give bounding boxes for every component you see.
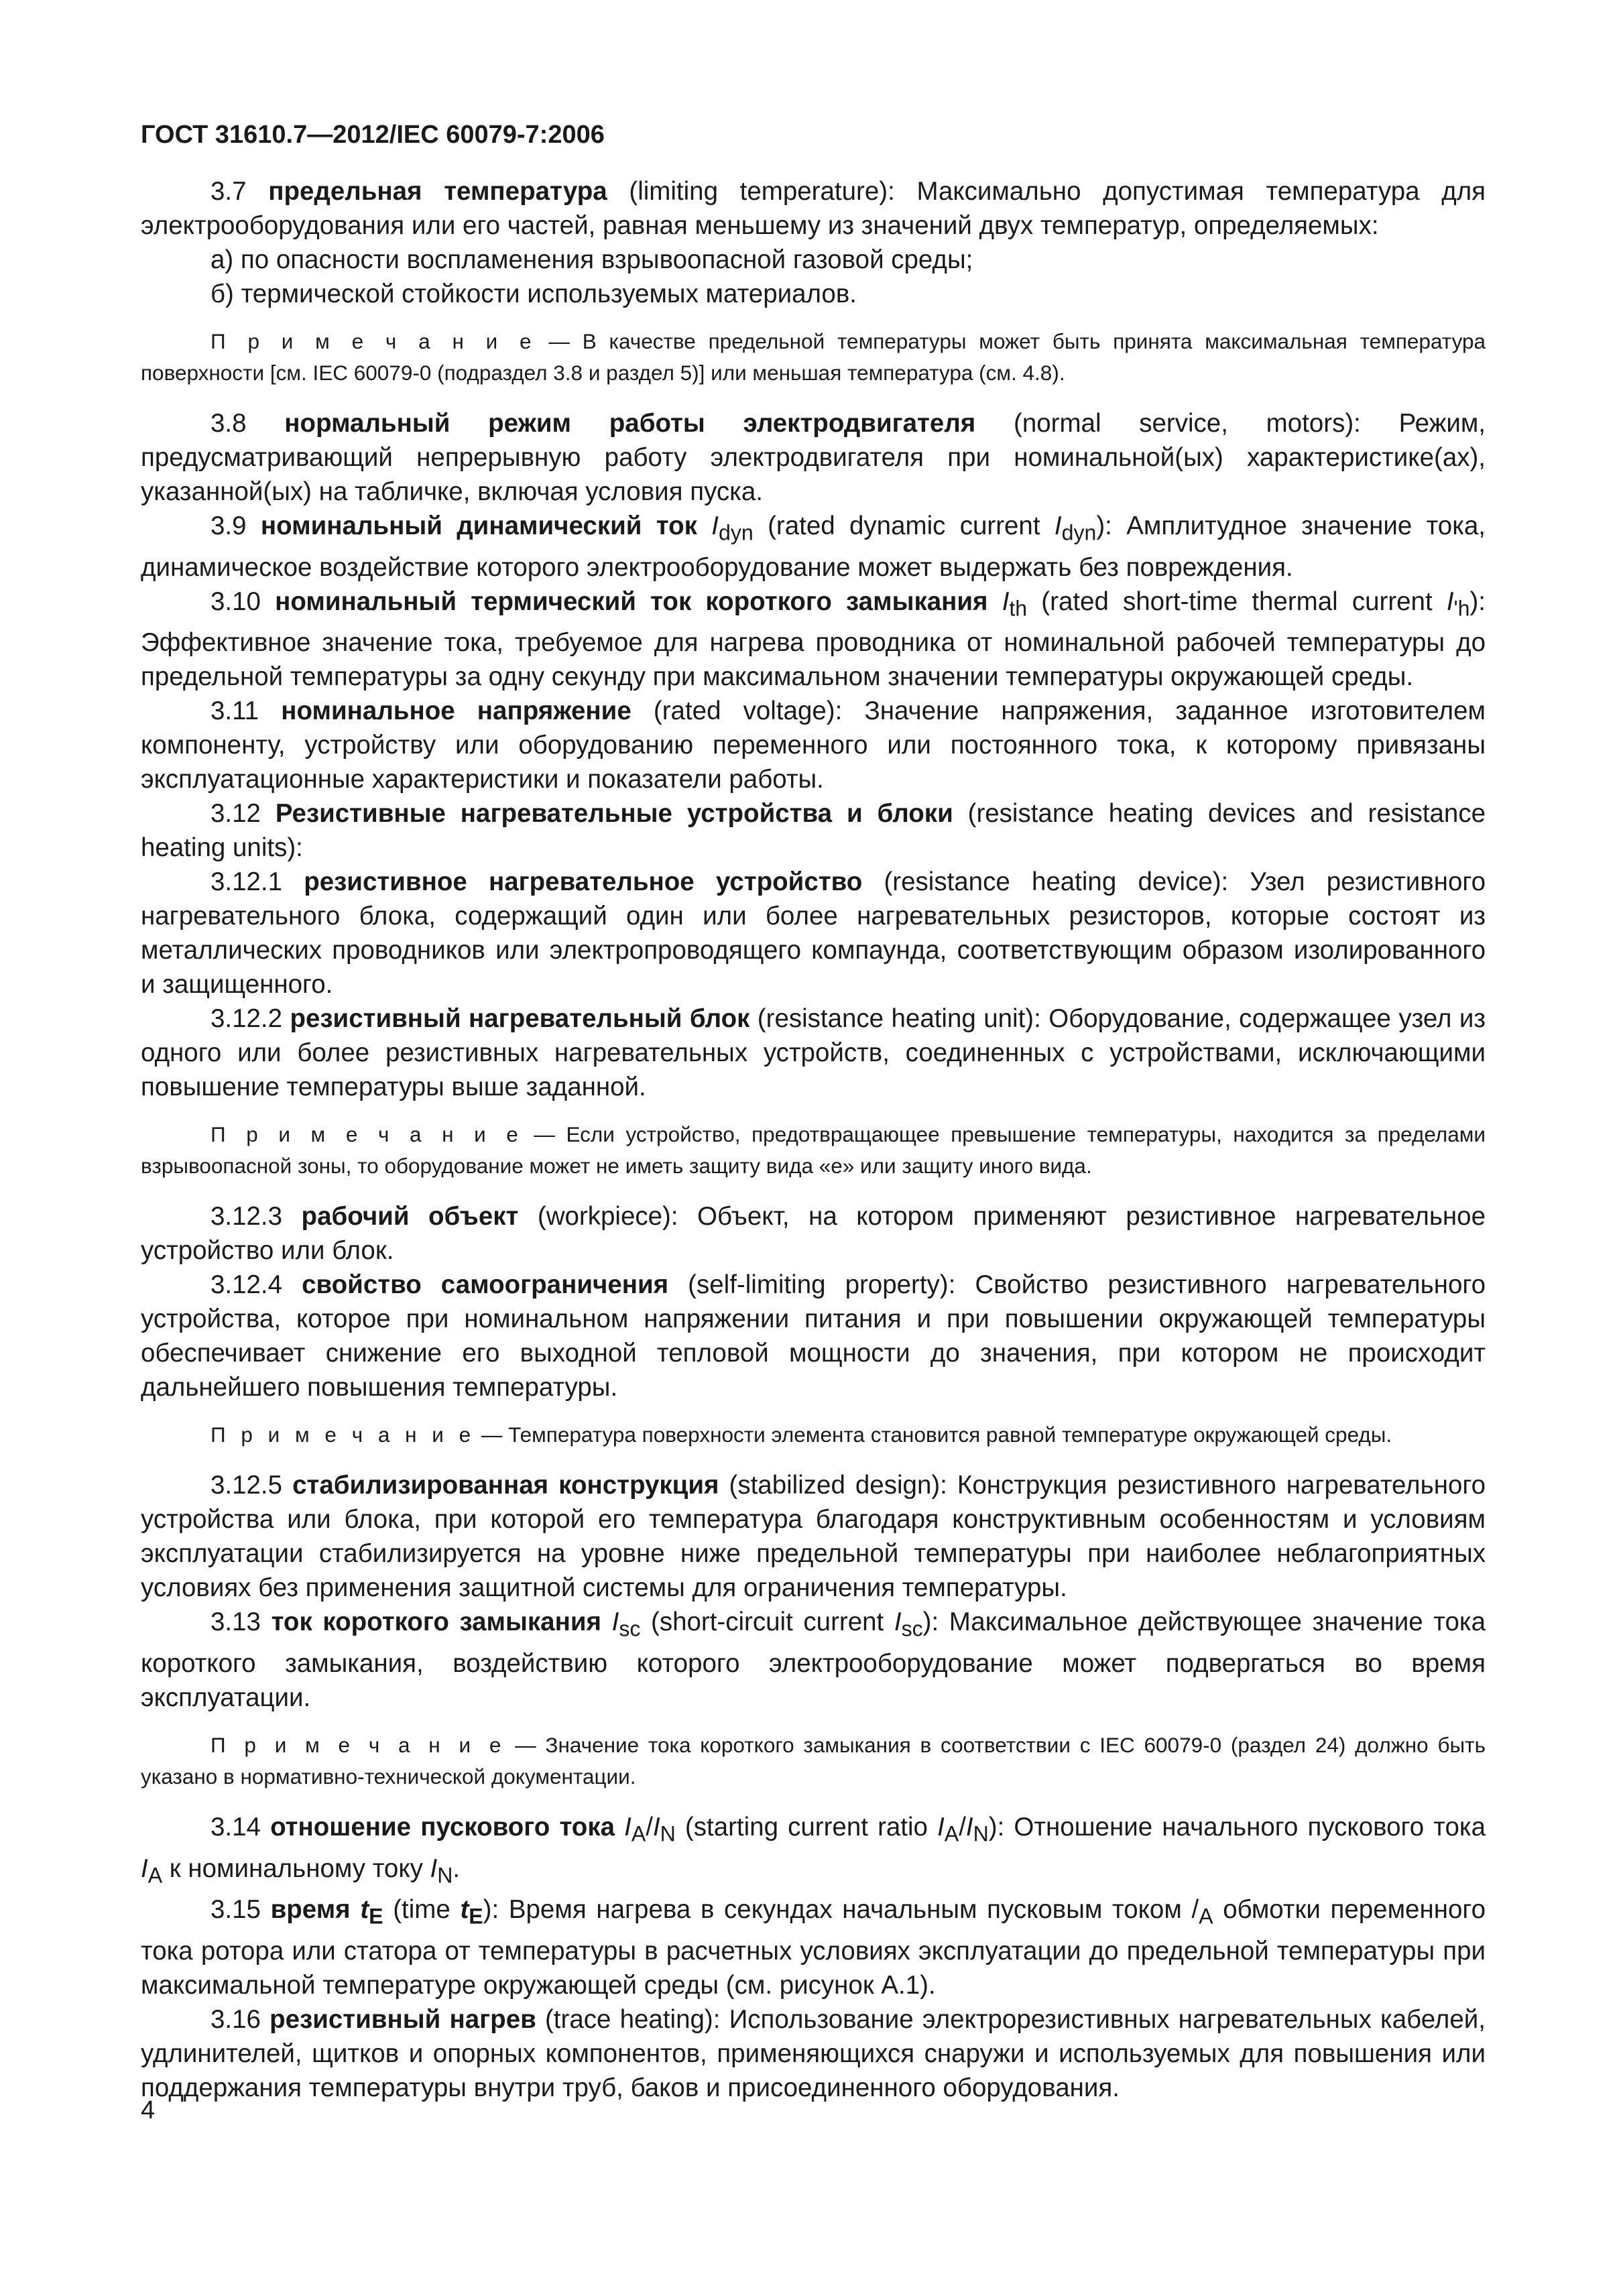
- page-number: 4: [141, 2096, 156, 2124]
- note-4: П р и м е ч а н и е — Значение тока короткого замыкания в соответствии с IEC 60079-0 (раздел 24) должно быть указано в нормативно-технической документации.: [141, 1733, 1486, 1789]
- clause-3-7: 3.7 предельная температура (limiting temperature): Максимально допустимая температура для электрооборудования или его частей, равная меньшему из значений двух температур, определяемых:: [141, 177, 1486, 240]
- note-3: П р и м е ч а н и е — Температура поверхности элемента становится равной температуре окружающей среды.: [211, 1423, 1392, 1447]
- note-label: П р и м е ч а н и е: [211, 1423, 476, 1447]
- note-label: П р и м е ч а н и е: [211, 329, 536, 353]
- clause-3-15: 3.15 время $t_E$ (time $t_E$): Время нагрева в секундах начальным пусковым током $/_A$ обмотки переменного тока ротора или статора от температуры в расчетных условиях эксплуатации до предельной температуры при максимальной температуре окружающей среды (см. рисунок А.1).: [141, 1895, 1486, 2000]
- clause-3-13: 3.13 ток короткого замыкания $I_{sc}$ (short-circuit current $I_{sc}$): Максимальное действующее значение тока короткого замыкания, воздействию которого электрооборудование может подвергаться во время эксплуатации.: [141, 1608, 1486, 1713]
- clause-3-14: 3.14 отношение пускового тока $I_A/I_N$ (starting current ratio $I_A/I_N$): Отношение начального пускового тока $I_A$ к номинальному току $I_N$.: [141, 1813, 1486, 1888]
- clause-3-9: 3.9 номинальный динамический ток $I_{dyn}$ (rated dynamic current $I_{dyn}$): Амплитудное значение тока, динамическое воздействие которого электрооборудование может выдержать без повреждения.: [141, 511, 1486, 582]
- clause-3-11: 3.11 номинальное напряжение (rated voltage): Значение напряжения, заданное изготовителем компоненту, устройству или оборудованию переменного или постоянного тока, к которому привязаны эксплуатационные характеристики и показатели работы.: [141, 697, 1486, 794]
- clause-3-12-5: 3.12.5 стабилизированная конструкция (stabilized design): Конструкция резистивного нагревательного устройства или блока, при которой его температура благодаря конструктивным особенностям и условиям эксплуатации стабилизируется на уровне ниже предельной температуры при наиболее неблагоприятных условиях без применения защитной системы для ограничения температуры.: [141, 1471, 1486, 1603]
- note-1: П р и м е ч а н и е — В качестве предельной температуры может быть принята максимальная температура поверхности [см. IEC 60079-0 (подраздел 3.8 и раздел 5)] или меньшая температура (см. 4.8).: [141, 329, 1486, 385]
- document-header: ГОСТ 31610.7—2012/IEC 60079-7:2006: [141, 121, 605, 149]
- clause-3-8: 3.8 нормальный режим работы электродвигателя (normal service, motors): Режим, предусматривающий непрерывную работу электродвигателя при номинальной(ых) характеристике(ах), указанной(ых) на табличке, включая условия пуска.: [141, 409, 1486, 506]
- clause-3-7-b: б) термической стойкости используемых материалов.: [211, 280, 857, 308]
- clause-3-12-1: 3.12.1 резистивное нагревательное устройство (resistance heating device): Узел резистивного нагревательного блока, содержащий один или более нагревательных резисторов, которые состоят из металлических проводников или электропроводящего компаунда, соответствующим образом изолированного и защищенного.: [141, 867, 1486, 1000]
- term: предельная температура: [268, 177, 607, 206]
- note-2: П р и м е ч а н и е — Если устройство, предотвращающее превышение температуры, находится за пределами взрывоопасной зоны, то оборудование может не иметь защиту вида «е» или защиту иного вида.: [141, 1122, 1486, 1179]
- note-label: П р и м е ч а н и е: [211, 1122, 523, 1147]
- clause-3-12-2: 3.12.2 резистивный нагревательный блок (resistance heating unit): Оборудование, содержащее узел из одного или более резистивных нагревательных устройств, соединенных с устройствами, исключающими повышение температуры выше заданной.: [141, 1004, 1486, 1102]
- clause-3-12-3: 3.12.3 рабочий объект (workpiece): Объект, на котором применяют резистивное нагревательное устройство или блок.: [141, 1202, 1486, 1266]
- clause-3-10: 3.10 номинальный термический ток короткого замыкания $I_{th}$ (rated short-time thermal current $I_{'h}$): Эффективное значение тока, требуемое для нагрева проводника от номинальной рабочей температуры до предельной температуры за одну секунду при максимальном значении температуры окружающей среды.: [141, 587, 1486, 692]
- clause-3-7-a: а) по опасности воспламенения взрывоопасной газовой среды;: [211, 245, 973, 274]
- note-label: П р и м е ч а н и е: [211, 1733, 506, 1758]
- clause-3-12-4: 3.12.4 свойство самоограничения (self-limiting property): Свойство резистивного нагревательного устройства, которое при номинальном напряжении питания и при повышении окружающей температуры обеспечивает снижение его выходной тепловой мощности до значения, при котором не происходит дальнейшего повышения температуры.: [141, 1270, 1486, 1402]
- clause-3-12: 3.12 Резистивные нагревательные устройства и блоки (resistance heating devices and resistance heating units):: [141, 799, 1486, 863]
- clause-3-16: 3.16 резистивный нагрев (trace heating): Использование электрорезистивных нагревательных кабелей, удлинителей, щитков и опорных компонентов, применяющихся снаружи и используемых для повышения или поддержания температуры внутри труб, баков и присоединенного оборудования.: [141, 2005, 1486, 2103]
